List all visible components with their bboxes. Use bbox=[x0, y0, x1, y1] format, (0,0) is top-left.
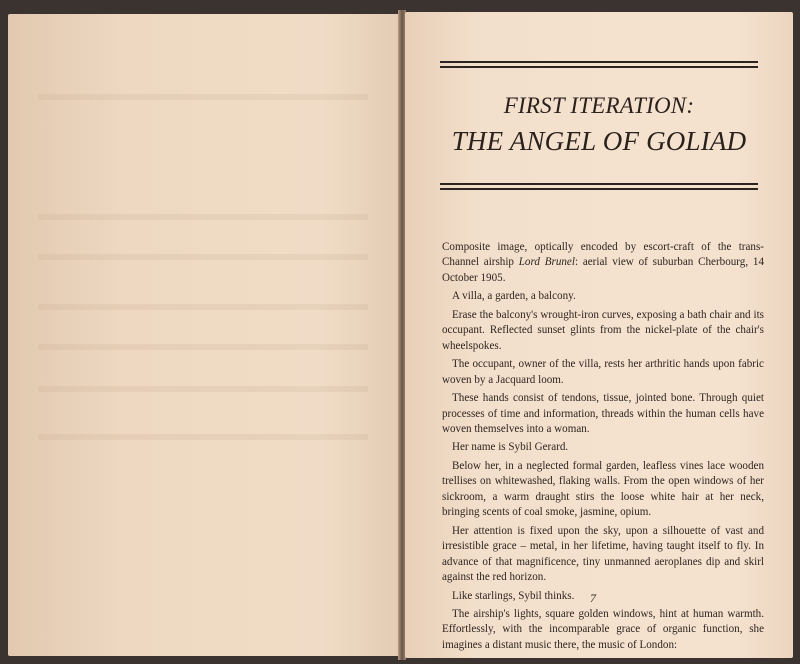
left-page bbox=[8, 14, 400, 656]
paragraph: These hands consist of tendons, tissue, jointed bone. Through quiet processes of time and information, threads within the human cells have woven themselves into a woman. bbox=[442, 392, 764, 435]
paragraph: Her name is Sybil Gerard. bbox=[452, 441, 569, 454]
paragraph: Composite image, optically encoded by escort-craft of the trans-Channel airship Lord Brunel: aerial view of suburban Cherbourg, 14 October 1905. bbox=[442, 241, 765, 284]
top-double-rule bbox=[440, 61, 758, 68]
paragraph: Like starlings, Sybil thinks. bbox=[452, 589, 575, 602]
paragraph: Her attention is fixed upon the sky, upon a silhouette of vast and irresistible grace – metal, in her lifetime, having taught itself to fly. In advance of that magnificence, tiny unmanned aeroplanes dip and skirl against the red horizon. bbox=[442, 524, 764, 584]
paragraph: A villa, a garden, a balcony. bbox=[452, 290, 576, 303]
paragraph: Below her, in a neglected formal garden, leafless vines lace wooden trellises on whitewashed, flaking walls. From the open windows of her sickroom, a warm draught stirs the loose white hair at her neck, bringing scents of coal smoke, jasmine, opium. bbox=[442, 459, 764, 519]
bottom-double-rule bbox=[440, 183, 758, 190]
page-number: 7 bbox=[590, 591, 596, 605]
ship-name: Lord Brunel bbox=[518, 256, 575, 269]
chapter-title: THE ANGEL OF GOLIAD bbox=[451, 126, 747, 156]
body-text bbox=[442, 240, 764, 656]
paragraph: The occupant, owner of the villa, rests her arthritic hands upon fabric woven by a Jacquard loom. bbox=[442, 358, 764, 386]
paragraph: Erase the balcony's wrought-iron curves, exposing a bath chair and its occupant. Reflected sunset glints from the nickel-plate of the chair's wheelspokes. bbox=[442, 308, 764, 352]
paragraph: The airship's lights, square golden windows, hint at human warmth. Effortlessly, with the incomparable grace of organic function, she imagines a distant music there, the music of London: bbox=[442, 607, 764, 651]
chapter-label: FIRST ITERATION: bbox=[503, 93, 695, 118]
